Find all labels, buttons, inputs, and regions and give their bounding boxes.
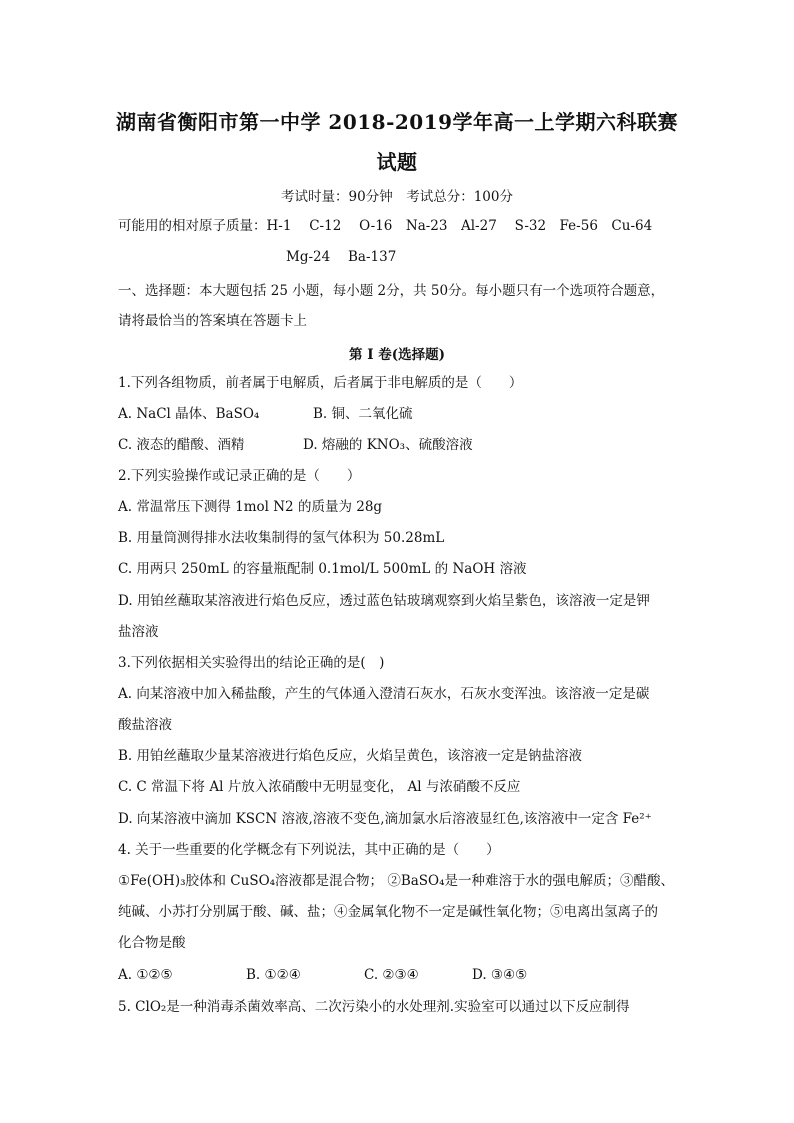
q1-option-a: A. NaCl 晶体、BaSO₄ [118,406,260,422]
q4-statements-line2: 纯碱、小苏打分别属于酸、碱、盐；④金属氧化物不一定是碱性氧化物；⑤电离出氢离子的 [118,904,658,920]
q5-stem: 5. ClO₂是一种消毒杀菌效率高、二次污染小的水处理剂.实验室可以通过以下反应制得 [118,999,630,1015]
q3-option-c: C. C 常温下将 Al 片放入浓硝酸中无明显变化， Al 与浓硝酸不反应 [118,779,521,795]
q1-option-d: D. 熔融的 KNO₃、硫酸溶液 [303,437,473,453]
q3-stem: 3.下列依据相关实验得出的结论正确的是( ) [118,655,385,671]
part-title: 第 I 卷(选择题) [349,347,445,363]
q3-option-a-line2: 酸盐溶液 [118,717,172,733]
q4-stem: 4. 关于一些重要的化学概念有下列说法，其中正确的是（ ） [118,842,500,858]
q1-options-row2 [118,436,473,454]
q4-statements-line3: 化合物是酸 [118,935,186,951]
q4-statements-line1: ①Fe(OH)₃胶体和 CuSO₄溶液都是混合物； ②BaSO₄是一种难溶于水的强电解质；③醋酸、 [118,873,675,889]
q3-option-d: D. 向某溶液中滴加 KSCN 溶液,溶液不变色,滴加氯水后溶液显红色,该溶液中一定含 Fe²⁺ [118,811,652,827]
q4-options-row [118,966,527,984]
q1-option-c: C. 液态的醋酸、酒精 [118,437,245,453]
section-intro-line2: 请将最恰当的答案填在答题卡上 [118,313,307,329]
q1-options-row1 [118,405,413,423]
q3-option-a-line1: A. 向某溶液中加入稀盐酸，产生的气体通入澄清石灰水，石灰水变浑浊。该溶液一定是碳 [118,686,650,702]
atomic-masses-line1: 可能用的相对原子质量：H-1 C-12 O-16 Na-23 Al-27 S-32 Fe-56 Cu-64 [118,218,653,234]
q4-option-a: A. ①②⑤ [118,967,173,983]
q1-option-b: B. 铜、二氧化硫 [313,406,413,422]
q2-option-d-line2: 盐溶液 [118,624,159,640]
exam-title-line2: 试题 [376,150,418,174]
q4-option-d: D. ③④⑤ [472,967,528,983]
q3-option-b: B. 用铂丝蘸取少量某溶液进行焰色反应，火焰呈黄色，该溶液一定是钠盐溶液 [118,748,583,764]
q4-option-b: B. ①②④ [246,967,301,983]
exam-info: 考试时量：90分钟 考试总分：100分 [281,189,513,205]
q2-option-b: B. 用量筒测得排水法收集制得的氢气体积为 50.28mL [118,530,445,546]
section-intro-line1: 一、选择题：本大题包括 25 小题，每小题 2分，共 50分。每小题只有一个选项符合题意， [118,283,665,299]
q2-option-d-line1: D. 用铂丝蘸取某溶液进行焰色反应，透过蓝色钴玻璃观察到火焰呈紫色，该溶液一定是钾 [118,593,650,609]
q1-stem: 1.下列各组物质，前者属于电解质，后者属于非电解质的是（ ） [118,375,523,391]
q2-option-c: C. 用两只 250mL 的容量瓶配制 0.1mol/L 500mL 的 NaOH 溶液 [118,561,527,577]
exam-title-line1: 湖南省衡阳市第一中学 2018-2019学年高一上学期六科联赛 [115,110,679,134]
atomic-masses-line2: Mg-24 Ba-137 [286,249,397,265]
q2-option-a: A. 常温常压下测得 1mol N2 的质量为 28g [118,499,383,515]
q2-stem: 2.下列实验操作或记录正确的是（ ） [118,468,361,484]
q4-option-c: C. ②③④ [364,967,419,983]
